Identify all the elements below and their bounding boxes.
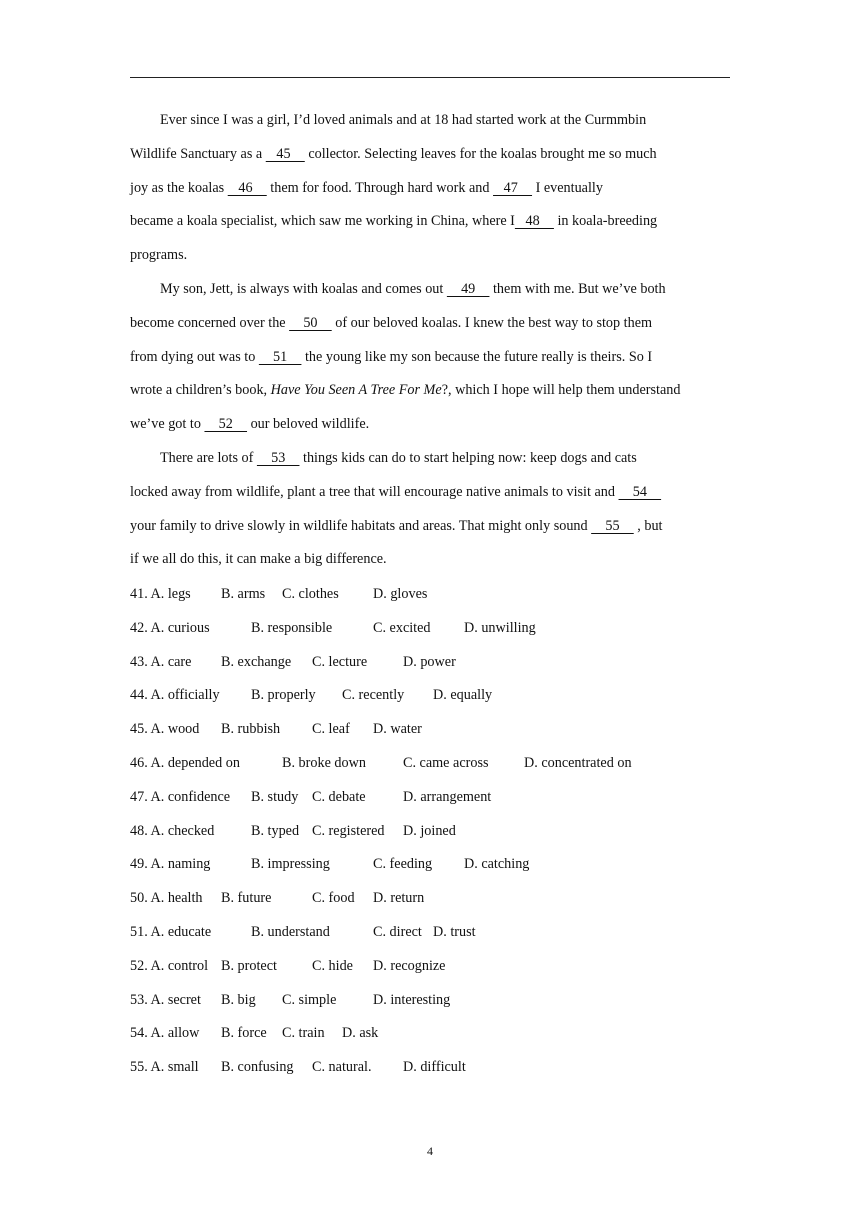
passage-text: My son, Jett, is always with koalas and comes out [160,280,447,297]
question-row [130,848,730,882]
option-c[interactable]: C. excited [373,619,431,636]
passage-text: them for food. Through hard work and [266,179,494,196]
question-row [130,747,730,781]
option-b[interactable]: B. protect [221,957,277,974]
option-b[interactable]: B. big [221,991,256,1008]
passage-text: our beloved wildlife. [247,416,370,433]
blank-46[interactable]: 46 [227,179,267,196]
option-a[interactable]: 54. A. allow [130,1025,200,1042]
option-d[interactable]: D. recognize [373,957,446,974]
option-d[interactable]: D. unwilling [464,619,536,636]
option-c[interactable]: C. hide [312,957,353,974]
blank-49[interactable]: 49 [446,280,490,297]
passage-line [130,408,732,442]
passage-line [130,341,732,375]
blank-48[interactable]: 48 [514,213,554,230]
option-d[interactable]: D. joined [403,822,456,839]
passage-line [130,172,732,206]
blank-53[interactable]: 53 [256,449,300,466]
passage-line [130,239,732,273]
passage-text: programs. [130,247,188,264]
option-c[interactable]: C. food [312,890,355,907]
option-c[interactable]: C. natural. [312,1059,372,1076]
option-d[interactable]: D. equally [433,687,493,704]
question-row [130,781,730,815]
paragraph-1 [130,104,732,273]
question-row [130,679,730,713]
passage-line [130,510,732,544]
passage-text: I eventually [532,179,603,196]
passage-text: become concerned over the [130,314,290,331]
option-b[interactable]: B. study [251,788,299,805]
question-row [130,578,730,612]
passage-text: things kids can do to start helping now: keep dogs and cats [299,449,637,466]
option-b[interactable]: B. rubbish [221,721,281,738]
passage-text: Ever since I was a girl, I’d loved animals and at 18 had started work at the Curmmbin [160,112,647,128]
passage-line [130,104,732,138]
passage-line [130,442,732,476]
question-row [130,612,730,646]
blank-50[interactable]: 50 [289,314,332,331]
question-row [130,815,730,849]
option-b[interactable]: B. confusing [221,1059,294,1076]
option-c[interactable]: C. lecture [312,653,368,670]
option-c[interactable]: C. direct [373,923,422,940]
passage-line [130,307,732,341]
option-b[interactable]: B. force [221,1025,267,1042]
option-a[interactable]: 47. A. confidence [130,788,231,805]
option-a[interactable]: 42. A. curious [130,619,210,636]
passage-text: joy as the koalas [130,179,228,196]
cloze-passage [130,104,732,577]
blank-54[interactable]: 54 [618,483,662,500]
passage-text: ?, which I hope will help them understand [441,382,681,399]
question-row [130,984,730,1018]
option-d[interactable]: D. interesting [373,991,451,1008]
option-b[interactable]: B. broke down [282,754,366,771]
option-b[interactable]: B. arms [221,586,266,602]
passage-text: from dying out was to [130,348,259,365]
passage-line [130,476,732,510]
passage-line [130,374,732,408]
option-a[interactable]: 41. A. legs [130,586,191,602]
option-b[interactable]: B. typed [251,822,300,839]
option-d[interactable]: D. concentrated on [524,754,632,771]
option-a[interactable]: 51. A. educate [130,923,212,940]
option-a[interactable]: 50. A. health [130,890,203,907]
option-b[interactable]: B. understand [251,923,330,940]
question-row [130,646,730,680]
option-a[interactable]: 53. A. secret [130,991,201,1008]
passage-text: if we all do this, it can make a big difference. [130,551,387,568]
question-row [130,713,730,747]
option-c[interactable]: C. train [282,1025,325,1042]
option-d[interactable]: D. gloves [373,586,428,602]
option-a[interactable]: 46. A. depended on [130,754,240,771]
passage-text: we’ve got to [130,416,205,433]
passage-text: , but [633,517,663,534]
passage-line [130,273,732,307]
option-b[interactable]: B. future [221,890,272,907]
passage-text: Wildlife Sanctuary as a [130,145,266,162]
header-rule [130,77,730,78]
option-c[interactable]: C. came across [403,754,489,771]
passage-text: locked away from wildlife, plant a tree that will encourage native animals to visit and [130,483,619,500]
option-d[interactable]: D. arrangement [403,788,492,805]
paragraph-2 [130,273,732,442]
option-a[interactable]: 44. A. officially [130,687,220,704]
passage-line [130,543,732,577]
question-options-list [130,578,730,1085]
option-b[interactable]: B. exchange [221,653,292,670]
option-d[interactable]: D. ask [342,1025,379,1042]
option-d[interactable]: D. difficult [403,1059,466,1076]
question-row [130,1051,730,1085]
passage-text: There are lots of [160,449,257,466]
option-c[interactable]: C. recently [342,687,405,704]
option-a[interactable]: 43. A. care [130,653,192,670]
option-d[interactable]: D. return [373,890,425,907]
option-a[interactable]: 45. A. wood [130,721,200,738]
blank-47[interactable]: 47 [493,179,533,196]
blank-51[interactable]: 51 [258,348,302,365]
passage-line [130,205,732,239]
option-d[interactable]: D. power [403,653,456,670]
option-d[interactable]: D. catching [464,856,530,873]
option-d[interactable]: D. trust [433,923,476,940]
page-number: 4 [427,1144,433,1158]
option-b[interactable]: B. impressing [251,856,330,873]
passage-text: became a koala specialist, which saw me working in China, where I [130,213,515,230]
passage-text: your family to drive slowly in wildlife habitats and areas. That might only sound [130,517,592,534]
question-row [130,1017,730,1051]
option-b[interactable]: B. responsible [251,619,333,636]
passage-text: them with me. But we’ve both [489,280,666,297]
passage-text: of our beloved koalas. I knew the best way to stop them [331,314,653,331]
blank-55[interactable]: 55 [591,517,634,534]
passage-text: the young like my son because the future really is theirs. So I [301,348,653,365]
option-d[interactable]: D. water [373,721,422,738]
blank-52[interactable]: 52 [204,416,248,433]
passage-line [130,138,732,172]
option-a[interactable]: 52. A. control [130,957,209,974]
passage-text: collector. Selecting leaves for the koalas brought me so much [304,145,657,162]
option-a[interactable]: 55. A. small [130,1059,199,1076]
option-a[interactable]: 48. A. checked [130,822,215,839]
question-row [130,950,730,984]
paragraph-3 [130,442,732,577]
question-row [130,882,730,916]
option-c[interactable]: C. feeding [373,856,433,873]
passage-text: wrote a children’s book, [130,382,271,399]
option-c[interactable]: C. debate [312,788,366,805]
question-row [130,916,730,950]
option-c[interactable]: C. leaf [312,721,350,738]
option-b[interactable]: B. properly [251,687,316,704]
option-c[interactable]: C. clothes [282,586,339,602]
option-c[interactable]: C. registered [312,822,385,839]
option-c[interactable]: C. simple [282,991,337,1008]
blank-45[interactable]: 45 [265,145,305,162]
passage-text: in koala-breeding [553,213,658,230]
option-a[interactable]: 49. A. naming [130,856,211,873]
book-title: Have You Seen A Tree For Me [270,382,442,399]
